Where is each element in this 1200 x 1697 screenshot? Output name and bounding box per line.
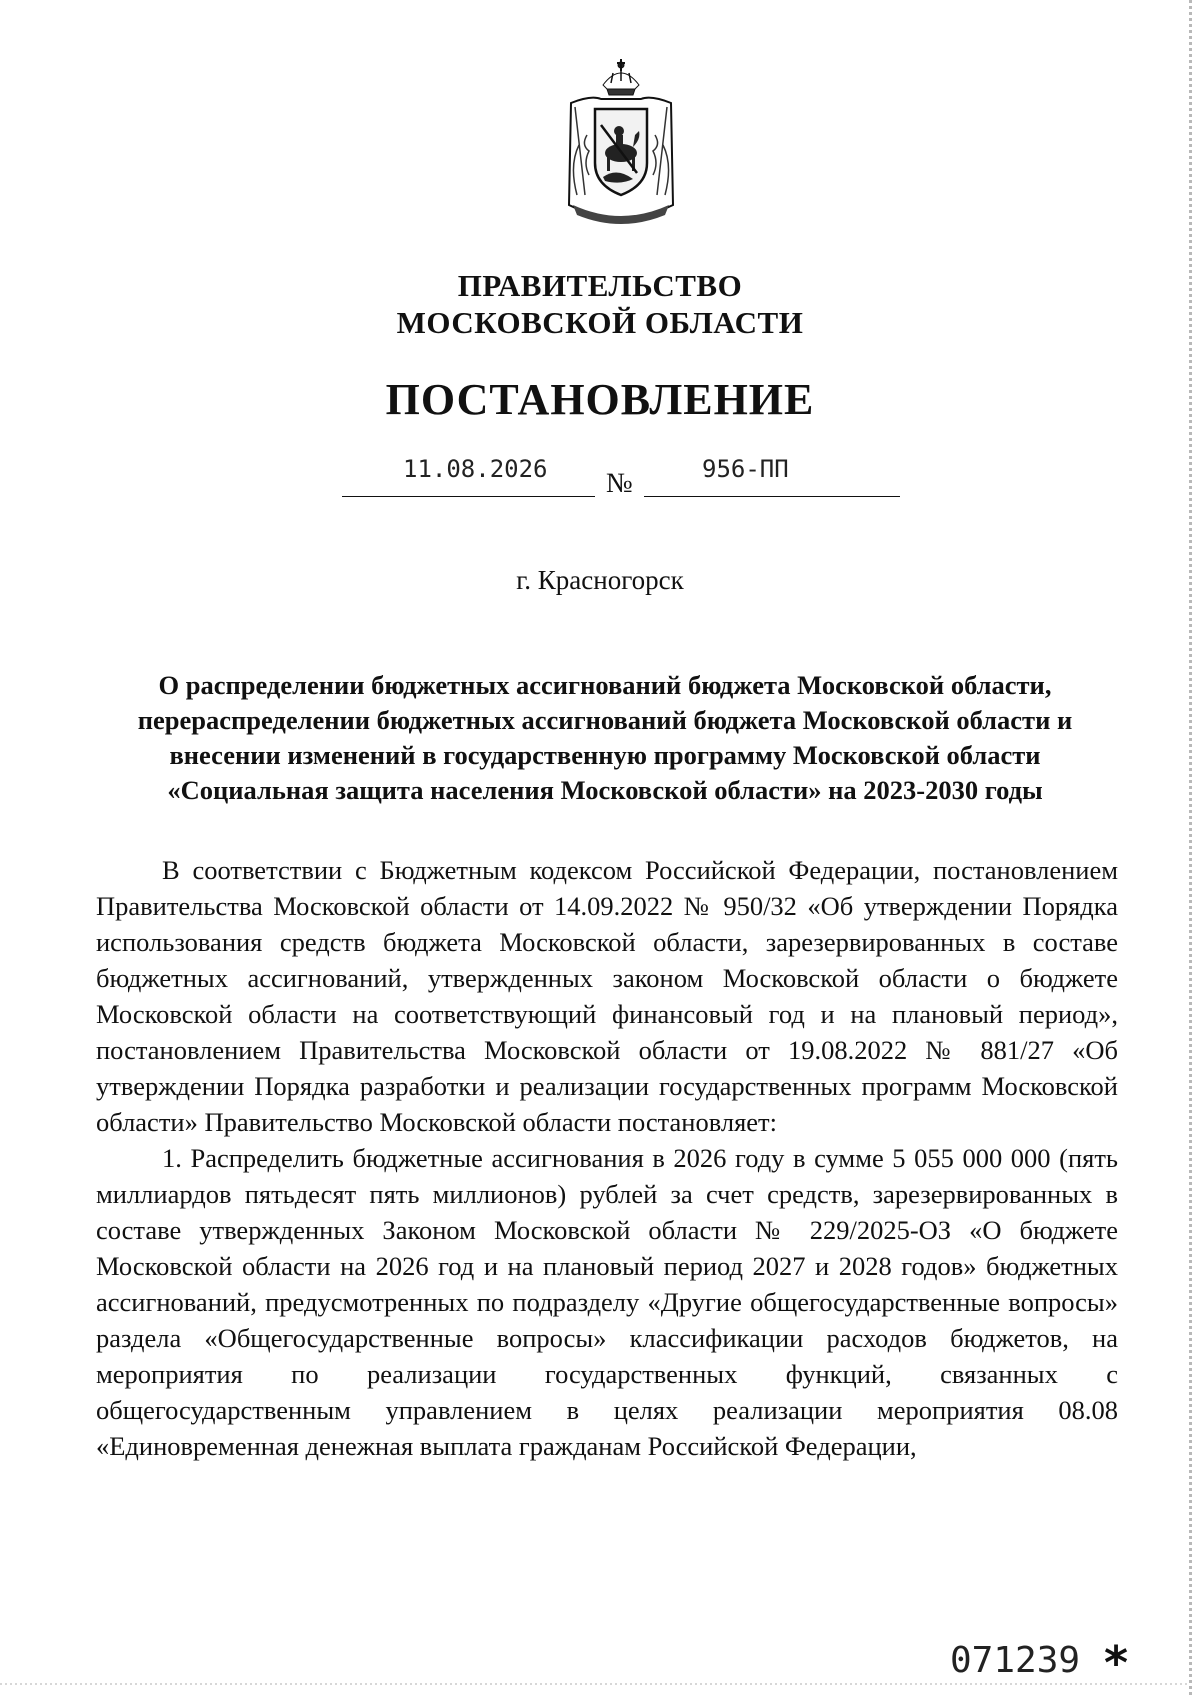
document-title: О распределении бюджетных ассигнований бюджета Московской области, перераспределении бюджетных ассигнований бюджета Московской области и внесении изменений в государственную программу Московской области «Социальная защита населения Московской области» на 2023-2030 годы [137, 670, 1073, 805]
registration-number: 956-ПП [702, 455, 789, 483]
org-name-line2: МОСКОВСКОЙ ОБЛАСТИ [396, 305, 804, 340]
body-paragraph-2: 1. Распределить бюджетные ассигнования в 2026 году в сумме 5 055 000 000 (пять миллиардов пятьдесят пять миллионов) рублей за счет средств, зарезервированных в составе утвержденных Законом Московской области № 229/2025-ОЗ «О бюджете Московской области на 2026 год и на плановый период 2027 и 2028 годов» бюджетных ассигнований, предусмотренных по подразделу «Другие общегосударственные вопросы» раздела «Общегосударственные вопросы» классификации расходов бюджетов, на мероприятия по реализации государственных функций, связанных с общегосударственным управлением в целях реализации мероприятия 08.08 «Единовременная денежная выплата гражданам Российской Федерации, [96, 1143, 1118, 1461]
org-name-line1: ПРАВИТЕЛЬСТВО [457, 268, 743, 303]
scan-edge-bottom [0, 1683, 1190, 1685]
number-sign: № [606, 468, 633, 499]
serial-number: 071239 [950, 1640, 1081, 1681]
date-underline [342, 496, 595, 497]
document-body [96, 852, 1118, 1464]
asterisk-mark: * [1104, 1636, 1129, 1690]
body-paragraph-1: В соответствии с Бюджетным кодексом Российской Федерации, постановлением Правительства Московской области от 14.09.2022 № 950/32 «Об утверждении Порядка использования средств бюджета Московской области, зарезервированных в составе бюджетных ассигнований, утвержденных законом Московской области о бюджете Московской области на соответствующий финансовый год и на плановый период», постановлением Правительства Московской области от 19.08.2022 № 881/27 «Об утверждении Порядка разработки и реализации государственных программ Московской области» Правительство Московской области постановляет: [96, 855, 1118, 1137]
registration-date: 11.08.2026 [403, 455, 548, 483]
document-type: ПОСТАНОВЛЕНИЕ [385, 375, 815, 424]
coat-of-arms-icon [561, 55, 681, 225]
scan-edge-right [1189, 0, 1192, 1697]
number-underline [644, 496, 900, 497]
city-line: г. Красногорск [516, 565, 684, 595]
